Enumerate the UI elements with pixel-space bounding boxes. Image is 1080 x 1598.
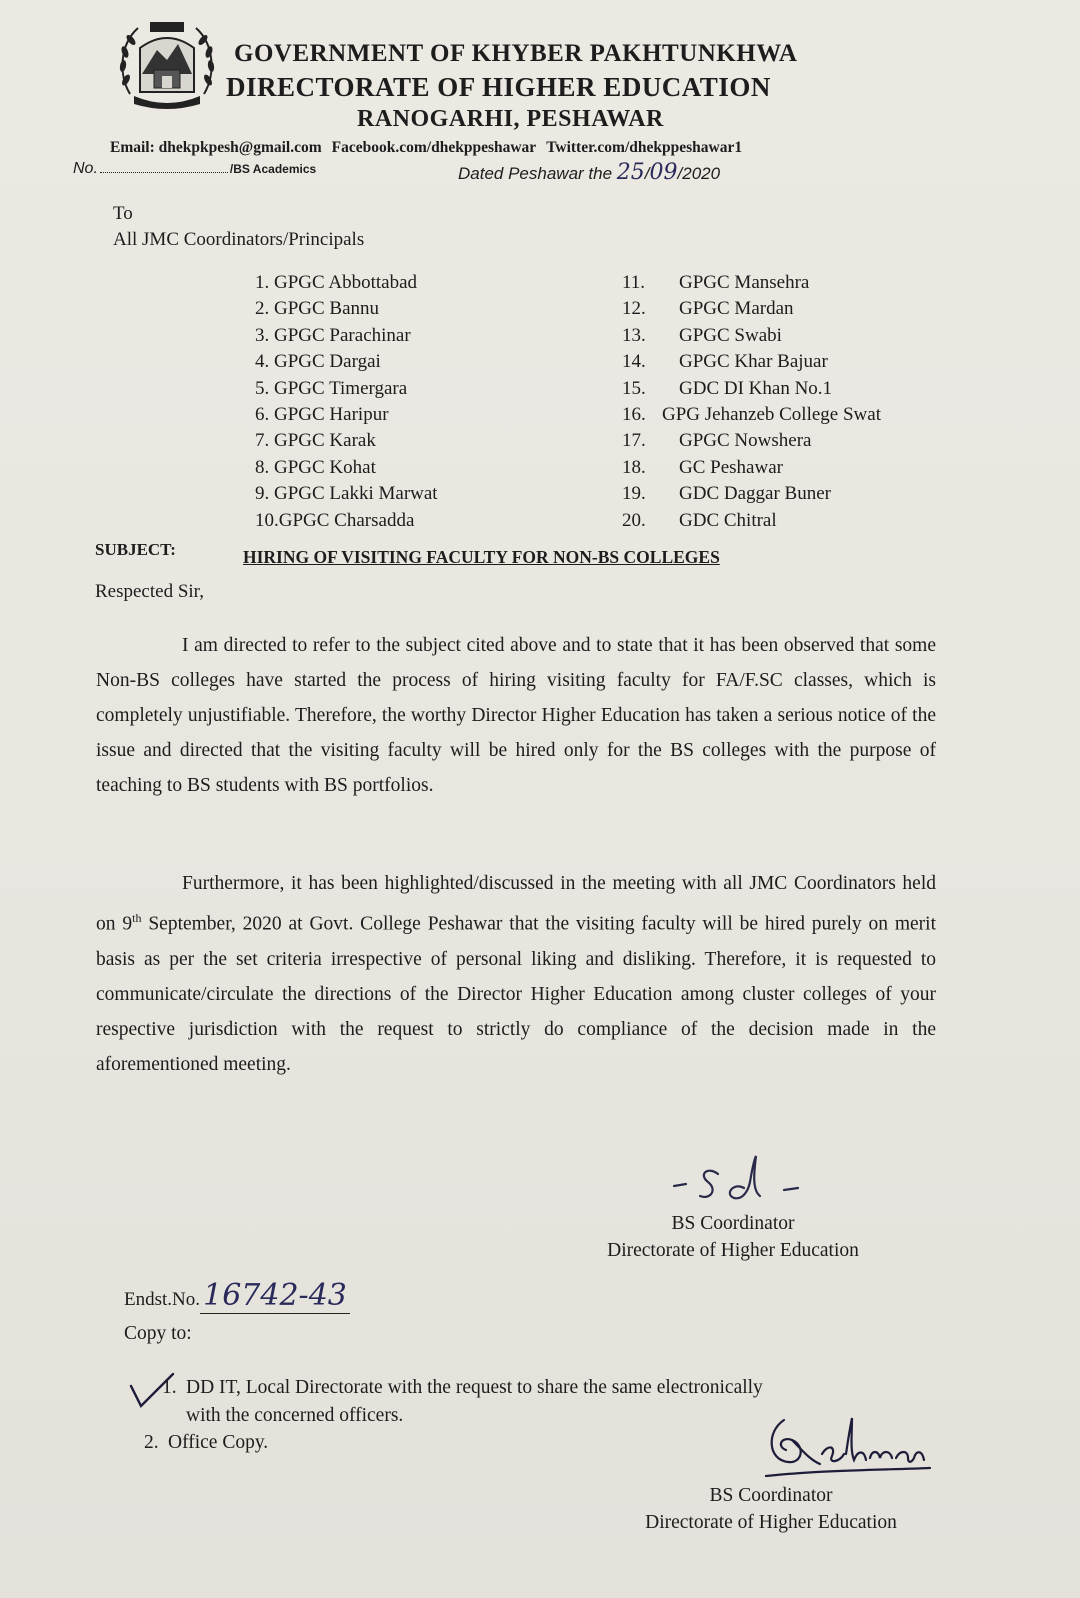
list-item: 2. GPGC Bannu xyxy=(255,298,380,320)
list-item: 2. Office Copy. xyxy=(144,1432,269,1453)
dated-line: Dated Peshawar the 25/09/2020 xyxy=(458,160,721,185)
signatory-office: Directorate of Higher Education xyxy=(645,1512,897,1533)
endorsement-label: Endst.No. xyxy=(124,1289,200,1310)
list-item: 10.GPGC Charsadda xyxy=(255,509,415,531)
handwritten-signature-2 xyxy=(762,1410,932,1482)
body-paragraph-2: Furthermore, it has been highlighted/discussed in the meeting with all JMC Coordinators held on 9th September, 2020 at Govt. College Peshawar that the visiting faculty will be hired purely on merit basis as per the set criteria irrespective of personal liking and disliking. Therefore, it is requested to communicate/circulate the directions of the Director Higher Education among cluster colleges of your respective jurisdiction with the request to strictly do compliance of the decision made in the aforementioned meeting. xyxy=(96,873,936,1075)
dated-day: 25 xyxy=(616,160,645,185)
list-item: 16. GPG Jehanzeb College Swat xyxy=(622,404,881,426)
contact-email: Email: dhekpkpesh@gmail.com xyxy=(110,139,322,156)
dated-year: 2020 xyxy=(682,164,721,183)
signatory-office: Directorate of Higher Education xyxy=(607,1240,859,1261)
header-address-line: RANOGARHI, PESHAWAR xyxy=(357,106,664,132)
body-paragraph-1: I am directed to refer to the subject cited above and to state that it has been observed that some Non-BS colleges have started the process of hiring visiting faculty for FA/F.SC classes, which is completely unjustifiable. Therefore, the worthy Director Higher Education has taken a serious notice of the issue and directed that the visiting faculty will be hired only for the BS colleges with the purpose of teaching to BS students with BS portfolios. xyxy=(96,635,936,796)
contact-twitter: Twitter.com/dhekppeshawar1 xyxy=(546,139,743,156)
dated-prefix: Dated Peshawar the xyxy=(458,164,613,183)
list-item: 13. GPGC Swabi xyxy=(622,324,782,346)
list-item: 18. GC Peshawar xyxy=(622,456,783,478)
contact-line xyxy=(110,139,742,157)
header-directorate-line: DIRECTORATE OF HIGHER EDUCATION xyxy=(226,72,771,102)
college-list-left xyxy=(255,270,438,534)
list-item: 15. GDC DI Khan No.1 xyxy=(622,377,833,399)
endorsement-line xyxy=(124,1278,350,1314)
signatory-title: BS Coordinator xyxy=(671,1213,795,1234)
signatory-title: BS Coordinator xyxy=(709,1485,833,1506)
copy-to-list xyxy=(144,1374,763,1457)
subject-text: HIRING OF VISITING FACULTY FOR NON-BS COLLEGES xyxy=(243,547,720,567)
copy-to-label: Copy to: xyxy=(124,1323,192,1344)
list-item: 3. GPGC Parachinar xyxy=(255,324,411,346)
endorsement-number: 16742-43 xyxy=(200,1278,350,1314)
reference-no-suffix: /BS Academics xyxy=(229,162,317,176)
list-item: 1. DD IT, Local Directorate with the request to share the same electronically xyxy=(162,1377,763,1398)
college-list-right xyxy=(622,270,881,534)
contact-facebook: Facebook.com/dhekppeshawar xyxy=(331,139,537,156)
signatory-block-1 xyxy=(571,1210,895,1264)
list-item: 14. GPGC Khar Bajuar xyxy=(622,351,828,373)
list-item: 6. GPGC Haripur xyxy=(255,404,389,426)
handwritten-sd-signature xyxy=(660,1152,810,1210)
list-item-continuation: with the concerned officers. xyxy=(186,1404,404,1426)
list-item: 5. GPGC Timergara xyxy=(255,377,408,399)
reference-no-blank xyxy=(100,172,228,173)
list-item: 4. GPGC Dargai xyxy=(255,351,381,373)
government-emblem-logo xyxy=(112,14,222,114)
list-item: 11. GPGC Mansehra xyxy=(622,272,810,293)
salutation: Respected Sir, xyxy=(95,581,204,602)
header-government-line: GOVERNMENT OF KHYBER PAKHTUNKHWA xyxy=(234,40,798,67)
list-item: 9. GPGC Lakki Marwat xyxy=(255,483,438,505)
list-item: 17. GPGC Nowshera xyxy=(622,430,812,452)
subject-label: SUBJECT: xyxy=(95,540,176,559)
list-item: 1. GPGC Abbottabad xyxy=(255,272,418,293)
addressee-line: All JMC Coordinators/Principals xyxy=(113,229,365,250)
to-label: To xyxy=(113,203,133,224)
signatory-block-2 xyxy=(609,1482,933,1536)
reference-no-label: No. xyxy=(73,160,98,177)
list-item: 20. GDC Chitral xyxy=(622,509,777,531)
list-item: 19. GDC Daggar Buner xyxy=(622,483,831,505)
list-item: 7. GPGC Karak xyxy=(255,430,376,452)
reference-number xyxy=(73,160,316,178)
dated-month: 09 xyxy=(649,160,678,185)
list-item: 12. GPGC Mardan xyxy=(622,298,794,320)
list-item: 8. GPGC Kohat xyxy=(255,456,376,478)
